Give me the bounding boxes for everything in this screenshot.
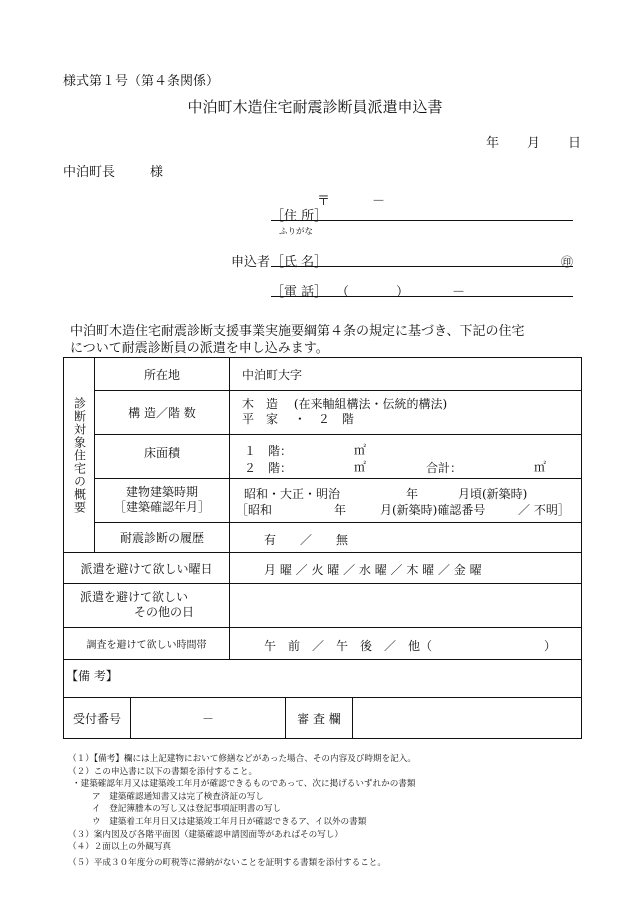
remarks-label: 【備 考】 [66, 669, 118, 683]
structure-field[interactable] [229, 391, 581, 434]
note-2-bullet: ・建築確認年月又は建築竣工年月が確認できるものであって、次に掲げるいずれかの書類 [72, 779, 416, 790]
history-field[interactable] [229, 523, 581, 552]
other-day-label-2: その他の日 [134, 605, 195, 619]
floor-1-unit: ㎡ [354, 443, 367, 457]
address-label: ［住 所］ [271, 209, 328, 224]
time-close: ） [544, 639, 557, 653]
note-2-u: ウ 建築着工年月日又は建築竣工年月日が確認できるア、イ以外の書類 [92, 816, 367, 827]
build-period-field[interactable] [229, 479, 581, 522]
floor-1-label: １ 階： [244, 444, 293, 458]
postal-mark: 〒 [317, 194, 331, 209]
build-month-unit: 月頃(新築時) [458, 487, 528, 501]
build-year-unit: 年 [406, 487, 419, 501]
date-year: 年 [486, 136, 500, 151]
history-row [95, 523, 581, 553]
build-period-label-1: 建物建築時期 [125, 485, 198, 499]
location-value: 中泊町大字 [242, 368, 303, 382]
intro-line-2: について耐震診断員の派遣を申し込みます。 [70, 341, 329, 356]
page-title: 中泊町木造住宅耐震診断員派遣申込書 [187, 98, 443, 116]
phone-open: （ [336, 285, 350, 300]
floor-area-label: 床面積 [143, 446, 180, 460]
applicant-label: 申込者 [231, 255, 271, 270]
structure-row [95, 391, 581, 435]
phone-field[interactable] [271, 296, 573, 297]
time-field[interactable] [229, 628, 581, 659]
location-row [95, 358, 581, 391]
furigana-label: ふりがな [279, 227, 314, 237]
build-eras: 昭和・大正・明治 [244, 487, 341, 501]
date-day: 日 [568, 136, 582, 151]
note-5: （５）平成３０年度分の町税等に滞納がないことを証明する書類を添付すること。 [68, 857, 386, 868]
time-label: 調査を避けて欲しい時間帯 [86, 640, 207, 651]
addressee: 中泊町長 [63, 165, 116, 180]
notes [68, 753, 416, 869]
total-unit: ㎡ [534, 460, 547, 474]
name-label: ［氏 名］ [271, 255, 328, 270]
remarks-row[interactable] [64, 660, 581, 698]
form-number: 様式第１号（第４条関係） [63, 74, 220, 89]
other-day-label-1: 派遣を避けて欲しい [80, 590, 189, 604]
application-table [63, 357, 582, 739]
other-day-label [64, 584, 229, 627]
intro-line-1: 中泊町木造住宅耐震診断支援事業実施要綱第４条の規定に基づき、下記の住宅 [70, 324, 525, 339]
postal-dash: － [372, 194, 386, 209]
confirm-month-number: 月(新築時)確認番号 [380, 503, 486, 517]
confirm-unknown: ／ 不明］ [518, 503, 570, 517]
weekday-value: 月 曜 ／ 火 曜 ／ 水 曜 ／ 木 曜 ／ 金 曜 [264, 563, 482, 577]
note-4: （４）２面以上の外観写真 [68, 842, 172, 853]
date-month: 月 [527, 136, 541, 151]
honorific: 様 [150, 165, 164, 180]
name-field[interactable] [271, 266, 573, 267]
reception-label: 受付番号 [72, 711, 121, 726]
floor-area-row [95, 435, 581, 479]
other-day-field[interactable] [229, 584, 581, 627]
total-label: 合計： [426, 461, 463, 475]
build-period-row [95, 479, 581, 523]
note-1: （１）【備考】欄には上記建物において修繕などがあった場合、その内容及び時期を記入。 [68, 754, 416, 764]
other-day-row [64, 584, 581, 628]
confirm-year-unit: 年 [334, 503, 347, 517]
phone-dash: － [452, 285, 466, 300]
structure-line-2: 平 家 ・ ２ 階 [242, 412, 354, 426]
note-2-i: イ 登記簿謄本の写し又は登記事項証明書の写し [92, 804, 282, 815]
build-period-label-2: ［建築確認年月］ [113, 500, 210, 514]
seal-icon: ㊞ [561, 255, 574, 269]
floor-area-field[interactable] [229, 435, 581, 478]
floor-2-label: ２ 階： [244, 461, 293, 475]
structure-label: 構 造／階 数 [128, 406, 196, 420]
phone-close: ） [396, 285, 410, 300]
reception-row [64, 698, 581, 738]
floor-2-unit: ㎡ [354, 460, 367, 474]
reception-field[interactable] [130, 698, 285, 738]
build-period-label [95, 479, 229, 522]
weekday-field[interactable] [229, 553, 581, 583]
note-3: （３）案内図及び各階平面図（建築確認申請図面等があればその写し） [68, 829, 344, 840]
location-label: 所在地 [143, 367, 180, 382]
structure-line-1: 木 造 (在来軸組構法・伝統的構法) [242, 397, 448, 411]
weekday-label: 派遣を避けて欲しい曜日 [80, 561, 213, 576]
note-2: （２）この申込書に以下の書類を添付すること。 [68, 766, 258, 777]
weekday-row [64, 553, 581, 584]
confirm-era: ［昭和 [236, 503, 273, 517]
reception-value: － [201, 711, 214, 726]
address-field[interactable] [271, 220, 573, 221]
location-field[interactable] [229, 358, 581, 390]
note-2-a: ア 建築確認通知書又は完了検査済証の写し [92, 791, 264, 802]
history-value: 有 ／ 無 [264, 533, 349, 547]
history-label: 耐震診断の履歴 [119, 531, 204, 545]
target-house-summary-label: 診断対象住宅の概要 [64, 358, 95, 553]
time-value: 午 前 ／ 午 後 ／ 他（ [264, 639, 433, 653]
review-label: 審 査 欄 [285, 698, 352, 738]
review-field[interactable] [352, 698, 581, 738]
phone-label: ［電 話］ [271, 285, 328, 300]
time-row [64, 628, 581, 660]
